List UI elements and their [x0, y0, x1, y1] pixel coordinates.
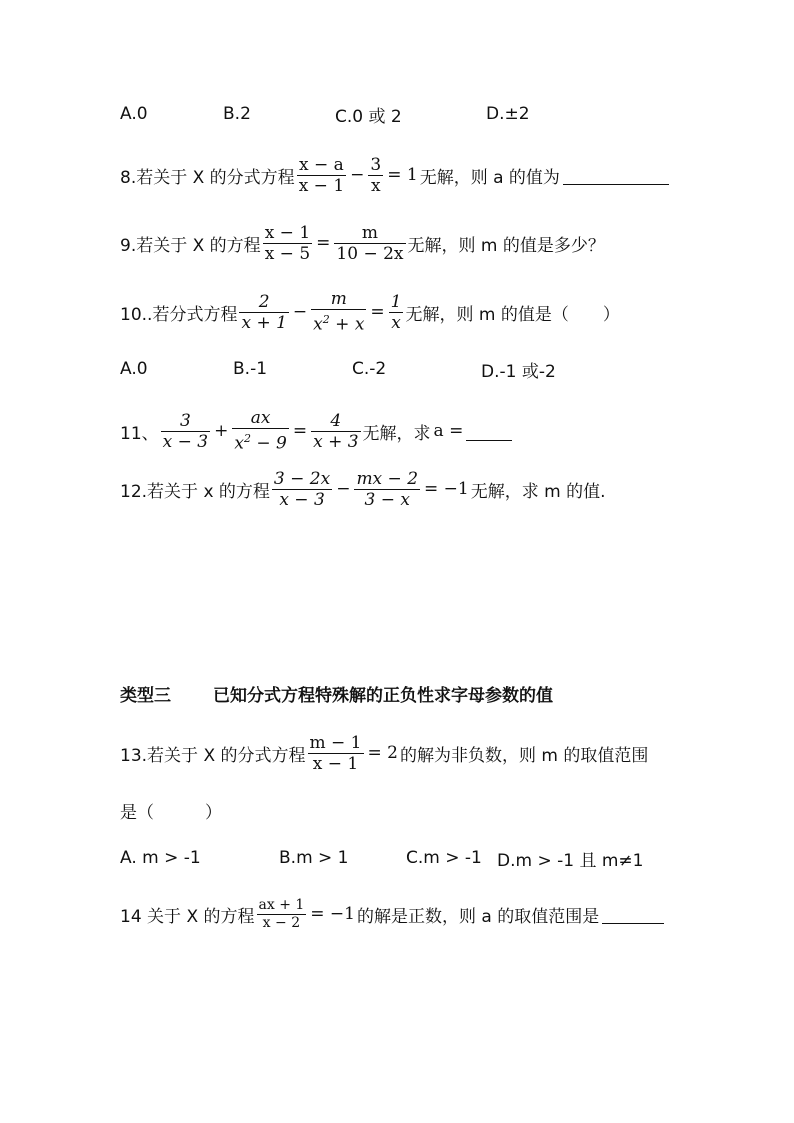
question-11 [120, 401, 512, 461]
q14-numerator: ax + 1 [258, 896, 305, 913]
q14-denominator: x − 2 [262, 914, 301, 931]
q14-answer-blank[interactable] [602, 905, 664, 924]
q10-suffix: 无解，则 m 的值是（ ） [405, 304, 620, 325]
q11-operator: + [214, 421, 229, 441]
q10-options [120, 339, 680, 399]
q9-equals: = [316, 233, 331, 253]
q13-option-b: B.m > 1 [279, 848, 349, 868]
q11-suffix: 无解，求 [362, 423, 431, 444]
q11-equals: = [292, 421, 308, 441]
question-14 [120, 884, 664, 944]
q13-option-a: A. m > -1 [120, 848, 201, 868]
q11-answer-blank[interactable] [466, 422, 512, 441]
q13-option-d: D.m > -1 且 m≠1 [497, 850, 644, 871]
q10-fraction-2 [311, 289, 366, 335]
q8-f2-denominator: x [371, 175, 381, 196]
q8-answer-blank[interactable] [563, 166, 669, 185]
q9-f2-numerator: m [361, 222, 379, 243]
q9-f2-denominator: 10 − 2x [336, 243, 404, 264]
q11-f3-denominator: x + 3 [313, 431, 359, 452]
q9-suffix: 无解，则 m 的值是多少？ [407, 235, 605, 256]
question-12 [120, 459, 606, 519]
q13-prefix: 13.若关于 X 的分式方程 [120, 745, 306, 766]
q9-prefix: 9.若关于 X 的方程 [120, 235, 261, 256]
q11-prefix: 11、 [120, 423, 159, 444]
q8-f1-denominator: x − 1 [298, 175, 345, 196]
q10-fraction-1 [239, 292, 288, 333]
q8-f1-numerator: x − a [299, 154, 344, 175]
q12-f1-denominator: x − 3 [279, 489, 325, 510]
q10-option-b: B.-1 [233, 359, 268, 379]
section-3-label: 类型三 [120, 685, 171, 706]
section-3-title: 已知分式方程特殊解的正负性求字母参数的值 [213, 685, 553, 706]
q10-option-a: A.0 [120, 359, 148, 379]
q11-fraction-1 [161, 411, 210, 452]
q8-f2-numerator: 3 [370, 154, 382, 175]
q13-suffix: 的解为非负数，则 m 的取值范围 [399, 745, 649, 766]
q11-f2-numerator: ax [250, 408, 271, 429]
q12-fraction-1 [272, 469, 332, 510]
q12-f2-numerator: mx − 2 [356, 468, 419, 489]
q10-f2-numerator: m [330, 289, 347, 310]
q11-f3-numerator: 4 [330, 410, 342, 431]
q13-numerator: m − 1 [309, 732, 362, 753]
q13-option-c: C.m > -1 [406, 848, 482, 868]
question-8 [120, 145, 669, 205]
q14-suffix: 的解是正数，则 a 的取值范围是 [357, 906, 600, 927]
q10-option-d: D.-1 或-2 [481, 361, 556, 382]
q9-f1-denominator: x − 5 [264, 243, 311, 264]
q13-options [120, 828, 680, 888]
q10-operator: − [292, 302, 308, 322]
q7-option-c: C.0 或 2 [335, 106, 402, 127]
q8-fraction-2 [368, 155, 383, 196]
question-9 [120, 213, 605, 273]
q11-f2-denominator: $x^2 - 9$ [234, 432, 287, 454]
q10-f3-denominator: x [391, 312, 401, 333]
q13-fraction [308, 733, 364, 774]
q8-rhs: = 1 [387, 165, 418, 185]
q13-line-2-text: 是（ ） [120, 802, 222, 823]
q7-options [120, 84, 680, 144]
q9-f1-numerator: x − 1 [264, 222, 311, 243]
q11-answer-lhs: a = [433, 421, 464, 441]
q10-equals: = [370, 302, 385, 322]
q7-option-d: D.±2 [486, 104, 530, 124]
q8-fraction-1 [297, 155, 346, 196]
q12-rhs: = −1 [424, 479, 469, 499]
question-13 [120, 723, 648, 783]
q10-f3-numerator: 1 [390, 291, 402, 312]
q7-option-a: A.0 [120, 104, 148, 124]
q11-fraction-3 [311, 411, 360, 452]
q11-fraction-2 [232, 408, 288, 454]
q10-fraction-3 [389, 292, 404, 333]
q8-suffix: 无解，则 a 的值为 [419, 167, 560, 188]
q14-rhs: = −1 [310, 904, 355, 924]
q12-f1-numerator: 3 − 2x [273, 468, 331, 489]
q12-f2-denominator: 3 − x [364, 489, 410, 510]
q11-f1-numerator: 3 [179, 410, 191, 431]
q13-denominator: x − 1 [312, 753, 359, 774]
q12-prefix: 12.若关于 x 的方程 [120, 481, 270, 502]
q10-f1-numerator: 2 [258, 291, 270, 312]
q12-fraction-2 [354, 469, 420, 510]
q10-prefix: 10..若分式方程 [120, 304, 238, 325]
q14-fraction [257, 897, 307, 932]
q12-suffix: 无解，求 m 的值. [470, 481, 606, 502]
q7-option-b: B.2 [223, 104, 251, 124]
q8-operator: − [350, 165, 365, 185]
q14-prefix: 14 关于 X 的方程 [120, 906, 255, 927]
q12-operator: − [336, 479, 351, 499]
q9-fraction-2 [334, 223, 405, 264]
q10-option-c: C.-2 [352, 359, 387, 379]
question-10 [120, 282, 620, 342]
q11-f1-denominator: x − 3 [162, 431, 209, 452]
q10-f2-denominator: $x^2 + x$ [313, 313, 365, 335]
q10-f1-denominator: x + 1 [241, 312, 287, 333]
q9-fraction-1 [263, 223, 312, 264]
q8-prefix: 8.若关于 X 的分式方程 [120, 167, 295, 188]
q13-rhs: = 2 [367, 743, 398, 763]
section-3-heading [120, 663, 680, 723]
